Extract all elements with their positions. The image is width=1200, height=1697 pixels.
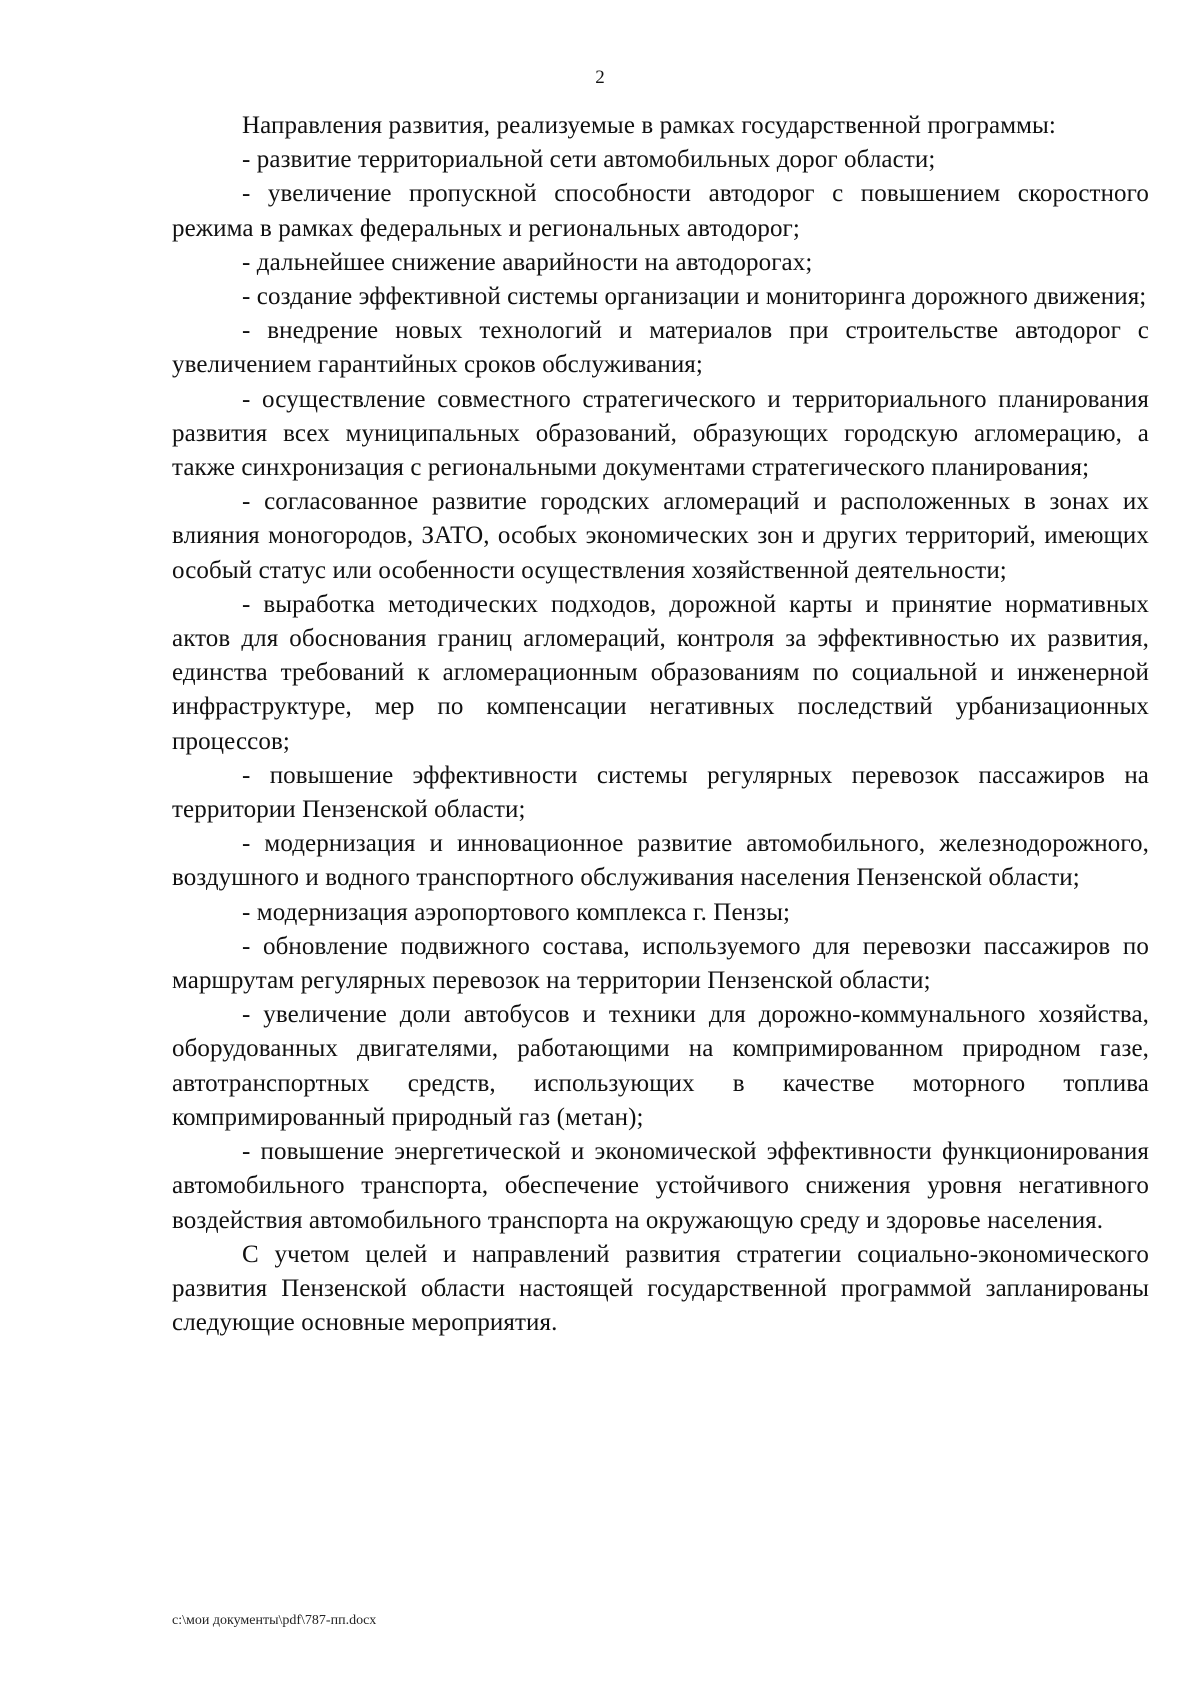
list-item: - дальнейшее снижение аварийности на автодорогах;: [242, 248, 813, 276]
list-item: - повышение эффективности системы регулярных перевозок пассажиров на территории Пензенской области;: [172, 761, 1149, 824]
list-item: - повышение энергетической и экономической эффективности функционирования автомобильного транспорта, обеспечение устойчивого снижения уровня негативного воздействия автомобильного транспорта на окружающую среду и здоровье населения.: [172, 1138, 1149, 1234]
list-item: - внедрение новых технологий и материалов при строительстве автодорог с увеличением гарантийных сроков обслуживания;: [172, 317, 1149, 379]
list-item: - увеличение доли автобусов и техники для дорожно-коммунального хозяйства, оборудованных двигателями, работающими на компримированном природном газе, автотранспортных средств, использующих в качестве моторного топлива компримированный природный газ (метан);: [172, 1001, 1149, 1131]
document-body: [172, 109, 1149, 1340]
list-item: - модернизация аэропортового комплекса г. Пензы;: [242, 898, 791, 926]
list-item: - модернизация и инновационное развитие автомобильного, железнодорожного, воздушного и водного транспортного обслуживания населения Пензенской области;: [172, 830, 1149, 892]
closing-paragraph: С учетом целей и направлений развития стратегии социально-экономического развития Пензенской области настоящей государственной программой запланированы следующие основные мероприятия.: [172, 1240, 1149, 1337]
list-item: - создание эффективной системы организации и мониторинга дорожного движения;: [242, 283, 1147, 311]
list-item: - развитие территориальной сети автомобильных дорог области;: [242, 146, 936, 174]
list-item: - осуществление совместного стратегического и территориального планирования развития всех муниципальных образований, образующих городскую агломерацию, а также синхронизация с региональными документами стратегического планирования;: [172, 385, 1149, 482]
list-item: - увеличение пропускной способности автодорог с повышением скоростного режима в рамках федеральных и региональных автодорог;: [172, 180, 1149, 242]
intro-paragraph: Направления развития, реализуемые в рамках государственной программы:: [242, 112, 1056, 139]
list-item: - выработка методических подходов, дорожной карты и принятие нормативных актов для обоснования границ агломераций, контроля за эффективностью их развития, единства требований к агломерационным образованиям по социальной и инженерной инфраструктуре, мер по компенсации негативных последствий урбанизационных процессов;: [172, 590, 1149, 755]
list-item: - согласованное развитие городских агломераций и расположенных в зонах их влияния моногородов, ЗАТО, особых экономических зон и других территорий, имеющих особый статус или особенности осуществления хозяйственной деятельности;: [172, 488, 1149, 584]
footer-file-path: c:\мои документы\pdf\787-пп.docx: [172, 1613, 377, 1628]
list-item: - обновление подвижного состава, используемого для перевозки пассажиров по маршрутам регулярных перевозок на территории Пензенской области;: [172, 932, 1149, 995]
page-number: 2: [595, 67, 605, 88]
